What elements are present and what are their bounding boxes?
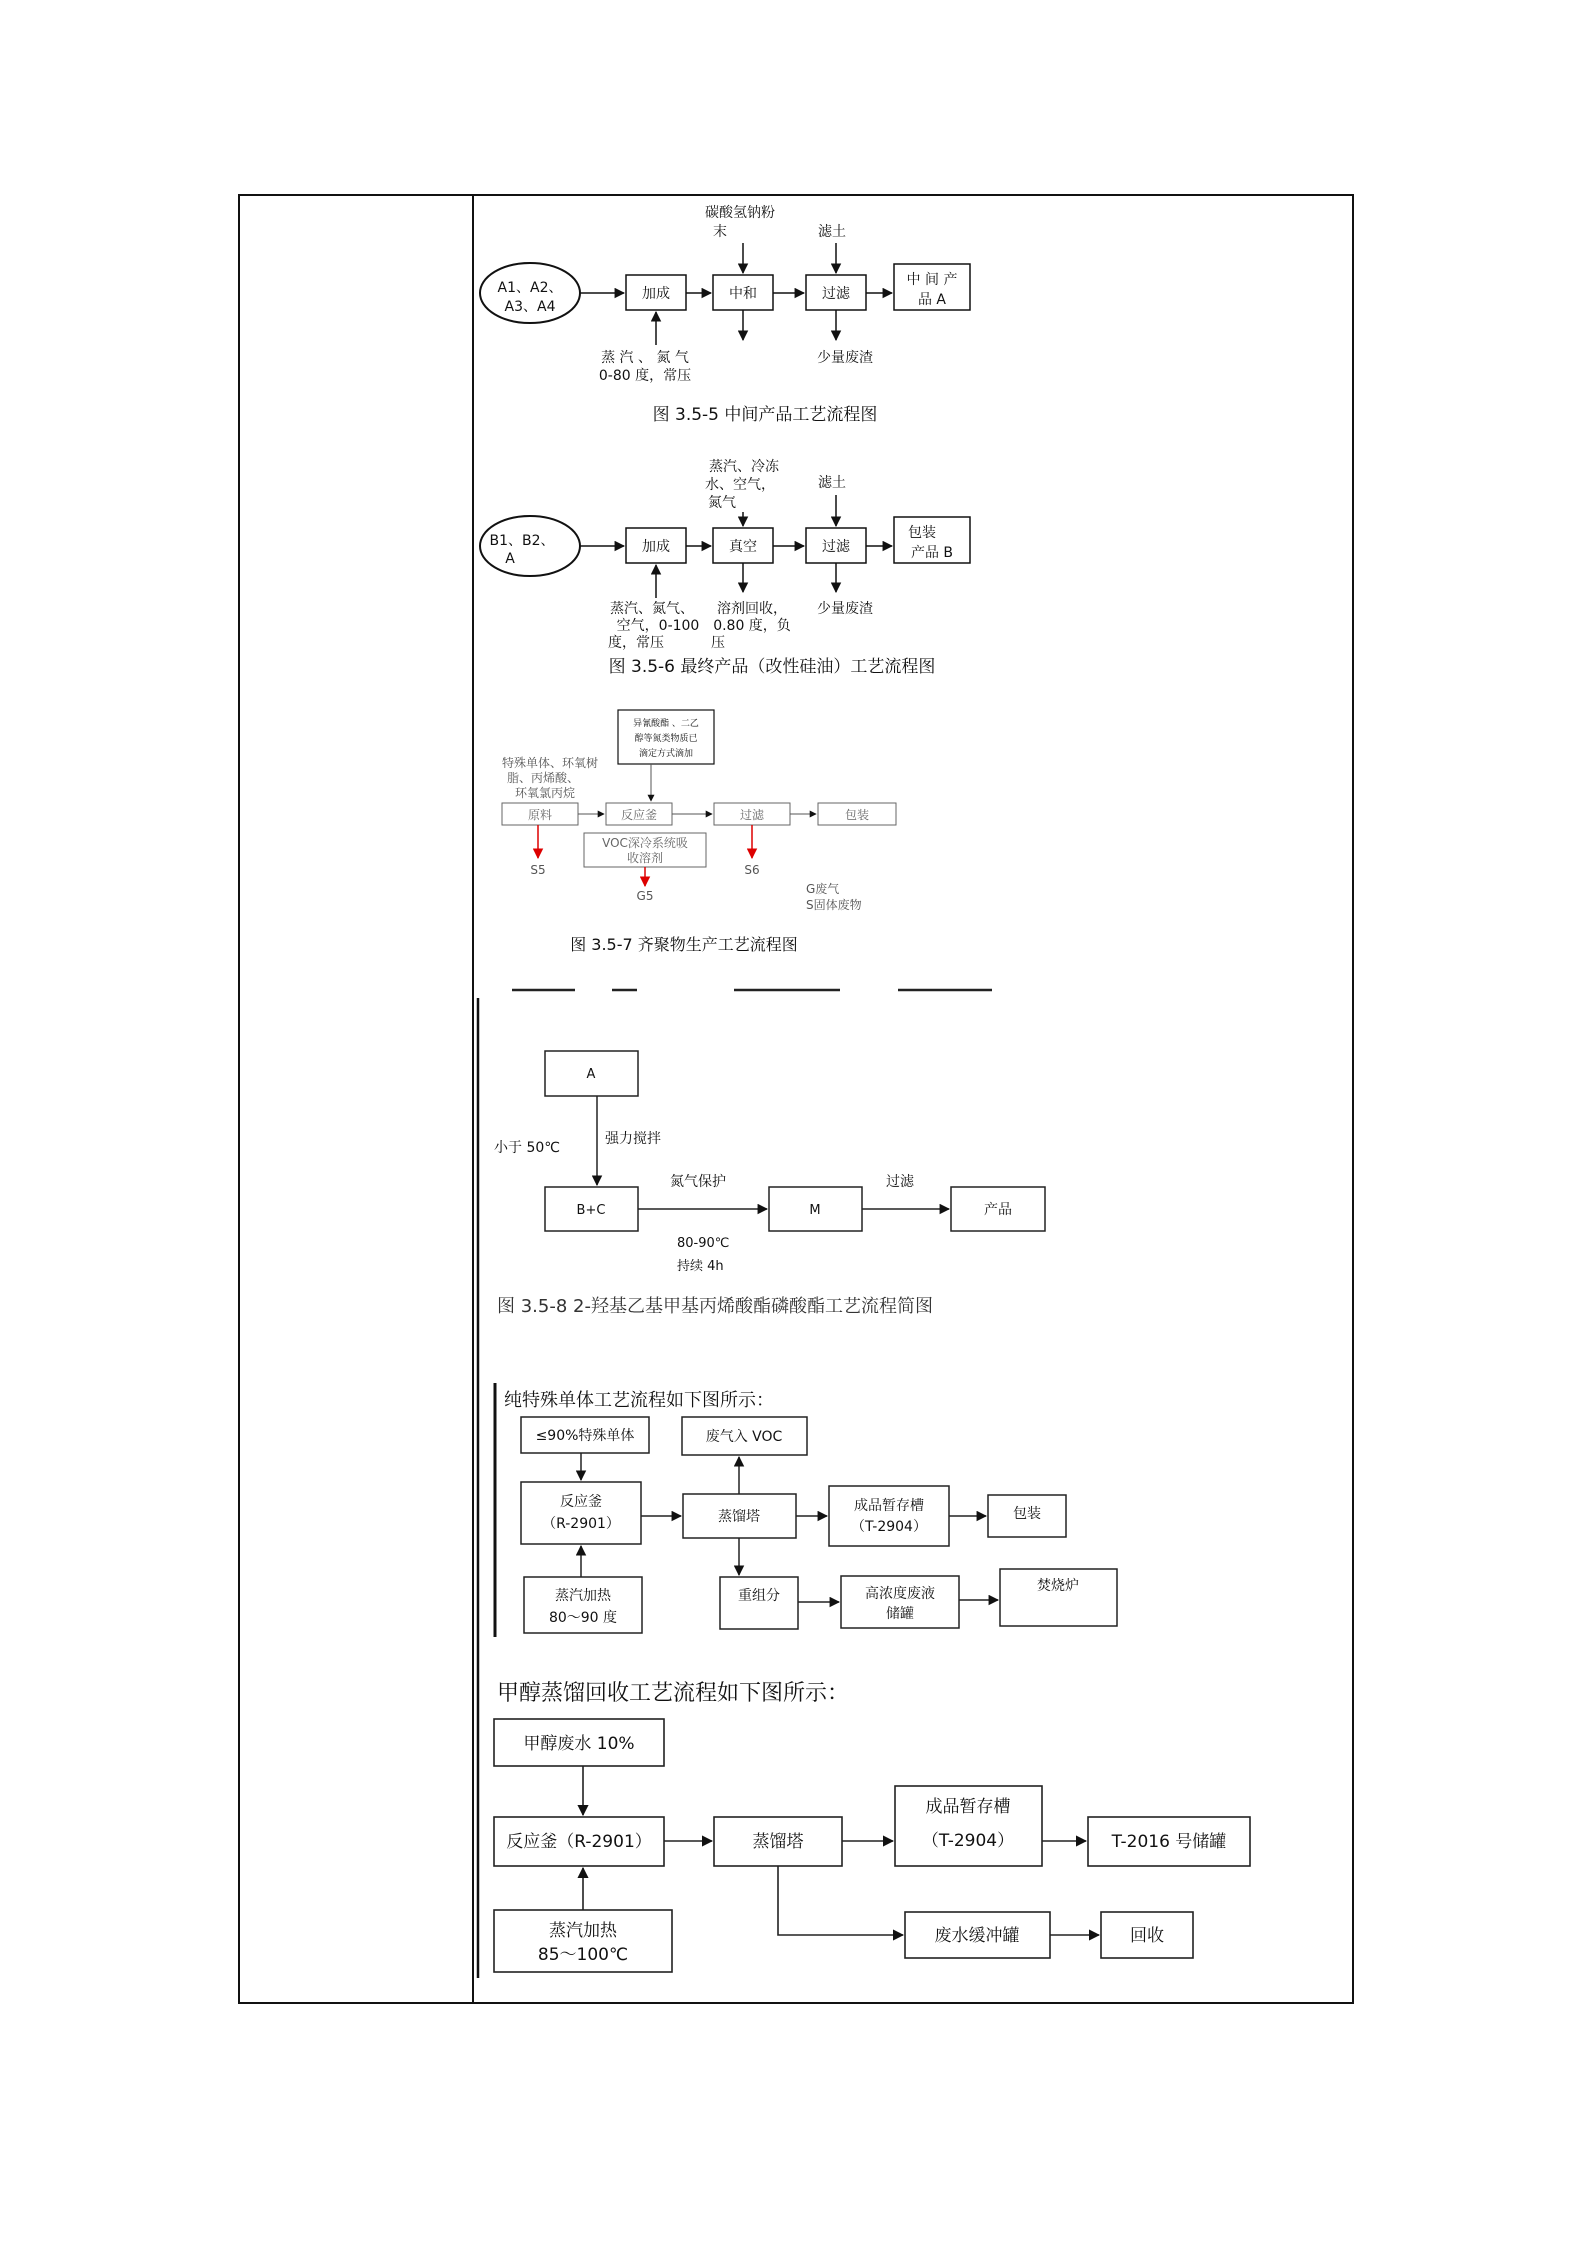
box-filter: 过滤 [739,808,765,822]
buffer-box: 废水缓冲罐 [934,1926,1020,1946]
cond-line-2: 空气，0-100 [616,618,700,634]
product-line-1: 中 间 产 [906,272,958,288]
voc-line-2: 收溶剂 [626,851,664,865]
s6-label: S6 [744,863,760,877]
figure-3-5-6 [480,458,970,677]
section-title: 甲醇蒸馏回收工艺流程如下图所示： [497,1681,850,1706]
steam-line-2: 80～90 度 [548,1610,618,1626]
figure-3-5-8 [494,1051,1045,1317]
soda-line-2: 末 [713,224,727,240]
figure-3-5-7 [502,710,896,954]
clay-label: 滤土 [818,224,846,240]
s5-label: S5 [530,863,546,877]
figure-special-monomer [495,1383,1117,1637]
box-filter: 过滤 [822,286,850,302]
tower-box: 蒸馏塔 [718,1509,760,1525]
solvent-line-1: 溶剂回收， [717,601,787,617]
caption-3-5-7: 图 3.5-7 齐聚物生产工艺流程图 [570,935,798,954]
reactor-line-2: （R-2901） [542,1516,620,1532]
top-box-line-3: 滴定方式滴加 [638,749,694,759]
caption-3-5-8: 图 3.5-8 2-羟基乙基甲基丙烯酸酯磷酸酯工艺流程简图 [497,1296,933,1317]
steam-line-1: 蒸汽加热 [549,1921,617,1941]
product-line-2: 产品 B [910,545,954,561]
product-line-2: 品 A [917,292,947,308]
box-a: A [586,1067,596,1082]
top-line-1: 蒸汽、冷冻 [709,459,779,475]
storage-box: T-2016 号储罐 [1111,1832,1227,1852]
legend-line-2: S固体废物 [806,898,862,912]
top-line-3: 氮气 [708,495,736,511]
cond-line-1: 蒸 汽 、 氮 气 [601,350,689,366]
box-raw: 原料 [527,808,553,822]
steam-line-2: 85～100℃ [537,1945,629,1965]
tower-box: 蒸馏塔 [752,1832,804,1852]
cond-line-3: 度，常压 [608,635,664,651]
cond-line-2: 持续 4h [677,1259,724,1274]
box-bc: B+C [576,1203,606,1218]
reactor-line-1: 反应釜 [560,1494,602,1510]
input-line-1: A1、A2、 [497,280,563,296]
section-title: 纯特殊单体工艺流程如下图所示： [504,1390,774,1411]
hiwaste-line-1: 高浓度废液 [865,1586,935,1602]
caption-3-5-6: 图 3.5-6 最终产品（改性硅油）工艺流程图 [608,657,936,677]
temp-left: 小于 50℃ [494,1140,560,1156]
reactor-box: 反应釜（R-2901） [506,1832,652,1852]
box-addition: 加成 [642,539,670,555]
g5-label: G5 [636,889,654,903]
voc-box: 废气入 VOC [705,1429,783,1445]
nitrogen-label: 氮气保护 [670,1174,726,1190]
hiwaste-line-2: 储罐 [886,1606,914,1622]
steam-line-1: 蒸汽加热 [555,1588,611,1604]
box-product: 产品 [984,1202,1012,1218]
soda-line-1: 碳酸氢钠粉 [705,205,775,221]
solvent-line-2: 0.80 度，负 [713,618,791,634]
waste-label: 少量废渣 [817,601,873,617]
caption-3-5-5: 图 3.5-5 中间产品工艺流程图 [652,405,878,425]
tank-line-1: 成品暂存槽 [854,1498,924,1514]
top-box-line-1: 异氰酸酯 、二乙 [633,719,699,729]
table-frame [239,195,1353,2003]
heavy-box: 重组分 [738,1588,780,1604]
feed-box: ≤90%特殊单体 [535,1428,635,1444]
top-line-2: 水、空气， [705,477,775,493]
box-neutralize: 中和 [729,286,757,302]
input-line-1: B1、B2、 [489,533,555,549]
box-addition: 加成 [642,286,670,302]
product-line-1: 包装 [908,525,936,541]
cond-line-1: 80-90℃ [677,1236,730,1251]
left-line-1: 特殊单体、环氧树 [501,756,599,770]
clay-label: 滤土 [818,475,846,491]
voc-line-1: VOC深冷系统吸 [602,836,688,850]
recover-box: 回收 [1130,1926,1164,1946]
feed-box: 甲醇废水 10% [523,1734,635,1754]
tank-line-2: （T-2904） [921,1831,1015,1851]
solvent-line-3: 压 [711,635,725,651]
box-filter: 过滤 [822,539,850,555]
input-line-2: A3、A4 [504,299,556,315]
left-line-2: 脂、丙烯酸、 [506,771,580,785]
legend-line-1: G废气 [806,882,840,896]
box-m: M [809,1203,821,1218]
left-line-3: 环氧氯丙烷 [514,786,576,800]
figure-3-5-5 [480,204,970,425]
stir-label: 强力搅拌 [605,1131,661,1147]
pack-box: 包装 [1013,1506,1041,1522]
top-box-line-2: 醇等氮类物质已 [634,734,698,744]
figure-methanol-recovery [494,1681,1250,1972]
box-vacuum: 真空 [729,539,757,555]
incinerator-box: 焚烧炉 [1037,1578,1079,1594]
box-reactor: 反应釜 [620,808,658,822]
cond-line-2: 0-80 度，常压 [598,368,692,384]
tank-line-2: （T-2904） [851,1519,927,1535]
cond-line-1: 蒸汽、氮气、 [610,601,694,617]
tank-line-1: 成品暂存槽 [925,1797,1011,1817]
input-line-2: A [505,551,515,567]
waste-label: 少量废渣 [817,350,873,366]
filter-label: 过滤 [886,1174,914,1190]
box-pack: 包装 [844,808,870,822]
